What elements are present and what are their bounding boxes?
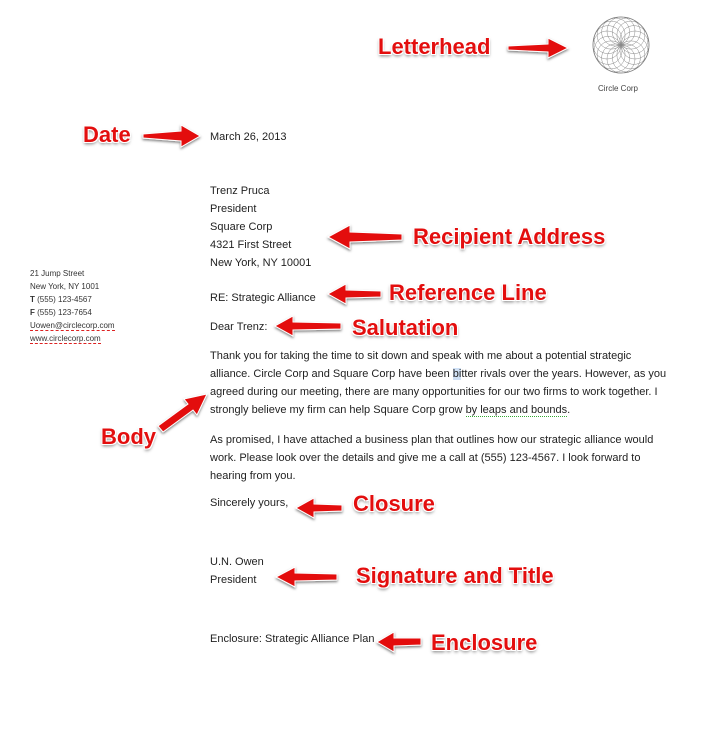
date-arrow-icon — [143, 125, 200, 147]
closure-arrow-icon — [296, 498, 342, 518]
body-paragraph-1: Thank you for taking the time to sit down and speak with me about a potential strategic alliance. Circle Corp and Square Corp have been bitter rivals over the years. However, as you agreed during our meeting, there are many opportunities for our two firms to work together. I strongly believe my firm can help Square Corp grow by leaps and bounds. — [210, 350, 667, 416]
signature-arrow-icon — [276, 567, 337, 587]
signature-title: President — [210, 574, 257, 586]
annotation-body: Body — [101, 424, 156, 449]
sender-fax: F (555) 123-7654 — [30, 308, 92, 317]
sender-street: 21 Jump Street — [30, 269, 85, 278]
closure: Sincerely yours, — [210, 497, 289, 509]
sender-email[interactable]: Uowen@circlecorp.com — [30, 321, 115, 330]
recipient-address-arrow-icon — [328, 225, 402, 249]
sender-phone: T (555) 123-4567 — [30, 295, 92, 304]
body-paragraph-2: As promised, I have attached a business plan that outlines how our strategic alliance would work. Please look over the details and give me a call at (555) 123-4567. I look forward to hearing from you. — [210, 434, 654, 482]
annotation-reference-line: Reference Line — [389, 280, 547, 305]
signature-name: U.N. Owen — [210, 556, 264, 568]
sender-website[interactable]: www.circlecorp.com — [30, 334, 101, 343]
sender-city: New York, NY 1001 — [30, 282, 100, 291]
annotation-enclosure: Enclosure — [431, 630, 538, 655]
recipient-company: Square Corp — [210, 221, 273, 233]
grammar-squiggle: by leaps and bounds — [465, 404, 568, 416]
salutation: Dear Trenz: — [210, 321, 268, 333]
annotation-date: Date — [83, 122, 131, 147]
annotation-salutation: Salutation — [352, 315, 459, 340]
salutation-arrow-icon — [275, 316, 341, 336]
annotation-closure: Closure — [353, 491, 435, 516]
letter-date: March 26, 2013 — [210, 131, 287, 143]
reference-line-arrow-icon — [328, 284, 381, 304]
letterhead-arrow-icon — [508, 38, 568, 58]
enclosure-arrow-icon — [377, 632, 421, 652]
annotation-recipient-address: Recipient Address — [413, 224, 606, 249]
annotation-signature-and-title: Signature and Title — [356, 563, 554, 588]
body-arrow-icon — [158, 394, 207, 432]
recipient-name: Trenz Pruca — [210, 185, 270, 197]
recipient-title: President — [210, 203, 257, 215]
recipient-street: 4321 First Street — [210, 239, 292, 251]
recipient-city: New York, NY 10001 — [210, 257, 312, 269]
enclosure: Enclosure: Strategic Alliance Plan — [210, 633, 375, 645]
annotation-letterhead: Letterhead — [378, 34, 491, 59]
logo-caption: Circle Corp — [598, 84, 639, 93]
reference-line: RE: Strategic Alliance — [210, 292, 316, 304]
text-selection-highlight: bi — [452, 368, 462, 380]
